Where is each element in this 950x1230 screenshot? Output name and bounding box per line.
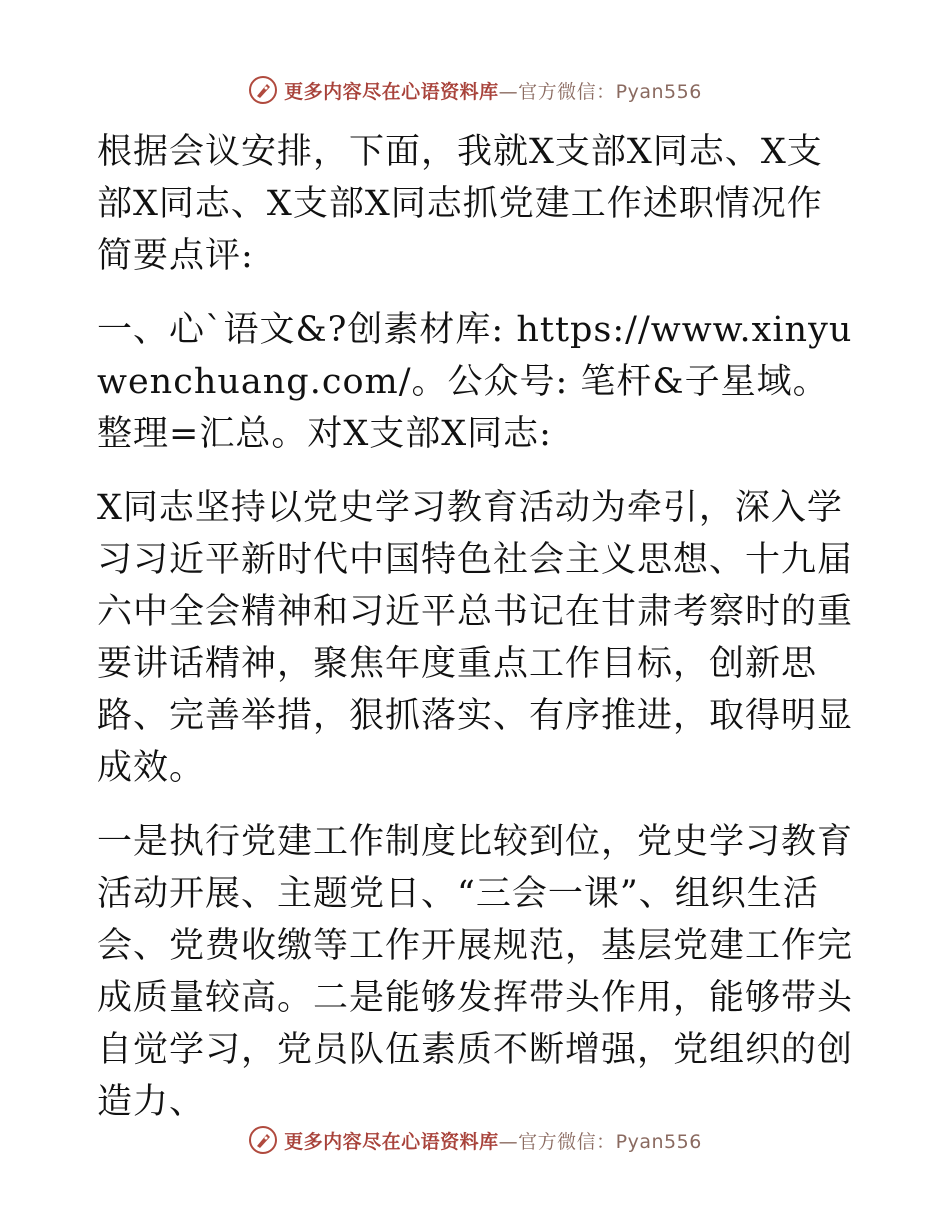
footer-banner-lead: 更多内容尽在心语资料库 [284,1130,499,1153]
footer-banner [0,1120,950,1160]
paragraph-details: 一是执行党建工作制度比较到位，党史学习教育活动开展、主题党日、“三会一课”、组织生活会、党费收缴等工作开展规范，基层党建工作完成质量较高。二是能够发挥带头作用，能够带头自觉学习，党员队伍素质不断增强，党组织的创造力、 [97,822,854,1122]
header-banner-text [284,77,702,104]
header-banner-lead: 更多内容尽在心语资料库 [284,80,499,103]
footer-banner-rest: —官方微信：Pyan556 [498,1130,702,1153]
header-banner [0,70,950,110]
paragraph-assessment: X同志坚持以党史学习教育活动为牵引，深入学习习近平新时代中国特色社会主义思想、十九届六中全会精神和习近平总书记在甘肃考察时的重要讲话精神，聚焦年度重点工作目标，创新思路、完善举措，狠抓落实、有序推进，取得明显成效。 [97,488,854,788]
paragraph-section-one: 一、心`语文&?创素材库: https://www.xinyuwenchuang.com/。公众号: 笔杆&子星域。整理=汇总。对X支部X同志: [97,310,853,454]
header-banner-rest: —官方微信：Pyan556 [498,80,702,103]
paragraph-intro: 根据会议安排，下面，我就X支部X同志、X支部X同志、X支部X同志抓党建工作述职情况作简要点评: [97,132,823,276]
footer-banner-text [284,1127,702,1154]
pen-nib-logo-icon [248,1125,278,1155]
document-body [97,126,853,1128]
pen-nib-logo-icon [248,75,278,105]
